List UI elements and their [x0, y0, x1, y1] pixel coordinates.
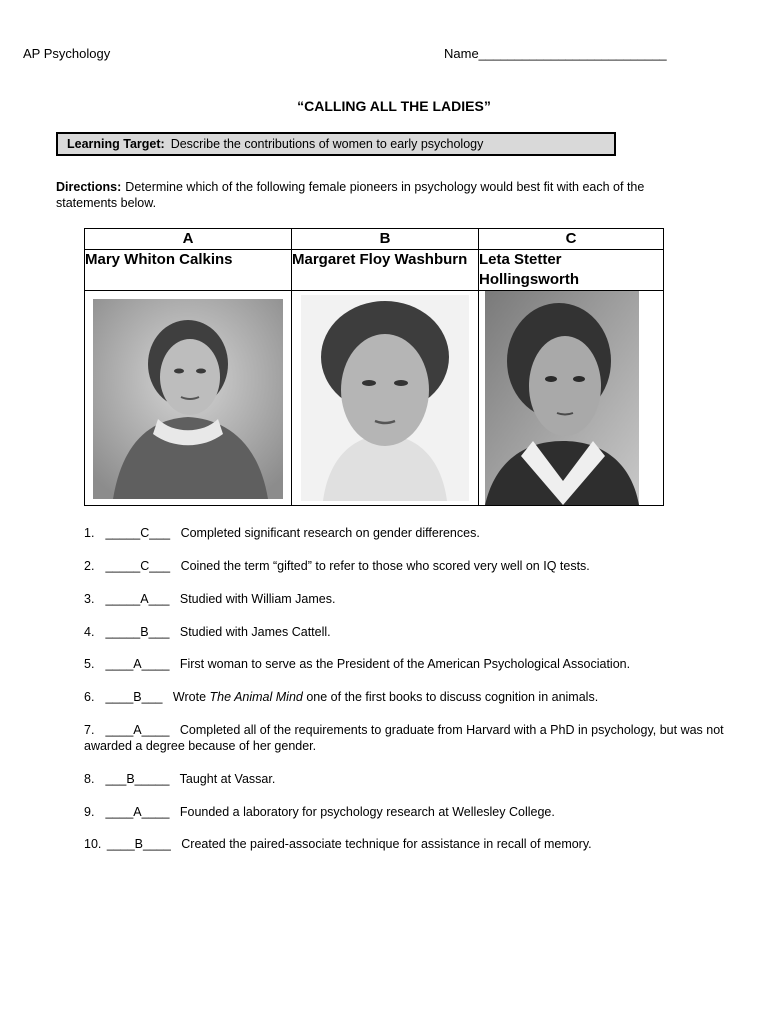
answer-blank[interactable]: ____A____ [105, 805, 170, 819]
question-item [84, 525, 724, 541]
course-title: AP Psychology [23, 46, 111, 61]
question-text: Studied with William James. [179, 592, 336, 606]
question-text [173, 690, 598, 704]
pioneer-name-c: Leta Stetter Hollingsworth [479, 250, 664, 291]
answer-blank[interactable]: _____B___ [105, 625, 170, 639]
pioneers-table [84, 228, 664, 506]
pioneer-name-a: Mary Whiton Calkins [85, 250, 292, 291]
portrait-calkins [93, 299, 283, 499]
question-number: 2. [84, 559, 95, 573]
question-text: Founded a laboratory for psychology research at Wellesley College. [179, 805, 555, 819]
answer-blank[interactable]: ____A____ [105, 657, 170, 671]
question-number: 5. [84, 657, 95, 671]
pioneer-letter-b: B [292, 229, 479, 250]
question-item [84, 804, 724, 820]
photo-row [85, 291, 664, 506]
question-number: 7. [84, 723, 95, 737]
question-text: Taught at Vassar. [179, 772, 276, 786]
portrait-washburn [301, 295, 469, 501]
question-item [84, 689, 724, 705]
question-text: Studied with James Cattell. [179, 625, 331, 639]
question-item [84, 771, 724, 787]
question-number: 10. [84, 837, 102, 851]
question-number: 4. [84, 625, 95, 639]
question-text-after: one of the first books to discuss cognition in animals. [306, 690, 599, 704]
question-text: First woman to serve as the President of the American Psychological Association. [179, 657, 631, 671]
directions-label: Directions: [56, 180, 122, 194]
question-item [84, 836, 724, 852]
answer-blank[interactable]: ___B_____ [105, 772, 170, 786]
question-item [84, 656, 724, 672]
question-item [84, 558, 724, 574]
pioneer-letter-c: C [479, 229, 664, 250]
answer-blank[interactable]: _____A___ [105, 592, 170, 606]
portrait-hollingsworth [485, 291, 639, 505]
learning-target-text: Describe the contributions of women to early psychology [170, 137, 484, 151]
name-field[interactable]: Name__________________________ [444, 46, 667, 61]
question-number: 6. [84, 690, 95, 704]
question-item [84, 591, 724, 607]
answer-blank[interactable]: _____C___ [105, 526, 171, 540]
name-row [85, 250, 664, 291]
question-item [84, 722, 724, 754]
question-text: Coined the term “gifted” to refer to those who scored very well on IQ tests. [180, 559, 590, 573]
directions [56, 179, 706, 211]
answer-blank[interactable]: _____C___ [105, 559, 171, 573]
question-number: 3. [84, 592, 95, 606]
question-text: Completed all of the requirements to graduate from Harvard with a PhD in psychology, but was not awarded a degree because of her gender. [84, 723, 724, 753]
answer-blank[interactable]: ____B____ [106, 837, 171, 851]
answer-blank[interactable]: ____B___ [105, 690, 163, 704]
answer-blank[interactable]: ____A____ [105, 723, 170, 737]
question-number: 9. [84, 805, 95, 819]
book-title: The Animal Mind [209, 690, 303, 704]
learning-target-box [56, 132, 616, 156]
question-text: Completed significant research on gender differences. [180, 526, 480, 540]
question-item [84, 624, 724, 640]
worksheet-title: “CALLING ALL THE LADIES” [297, 98, 491, 114]
question-text-before: Wrote [172, 690, 207, 704]
learning-target-label: Learning Target: [67, 137, 165, 151]
pioneer-letter-a: A [85, 229, 292, 250]
question-text: Created the paired-associate technique for assistance in recall of memory. [181, 837, 592, 851]
question-number: 1. [84, 526, 95, 540]
directions-text: Determine which of the following female pioneers in psychology would best fit with each of the statements below. [56, 180, 645, 210]
letter-row [85, 229, 664, 250]
pioneer-name-b: Margaret Floy Washburn [292, 250, 479, 291]
question-number: 8. [84, 772, 95, 786]
